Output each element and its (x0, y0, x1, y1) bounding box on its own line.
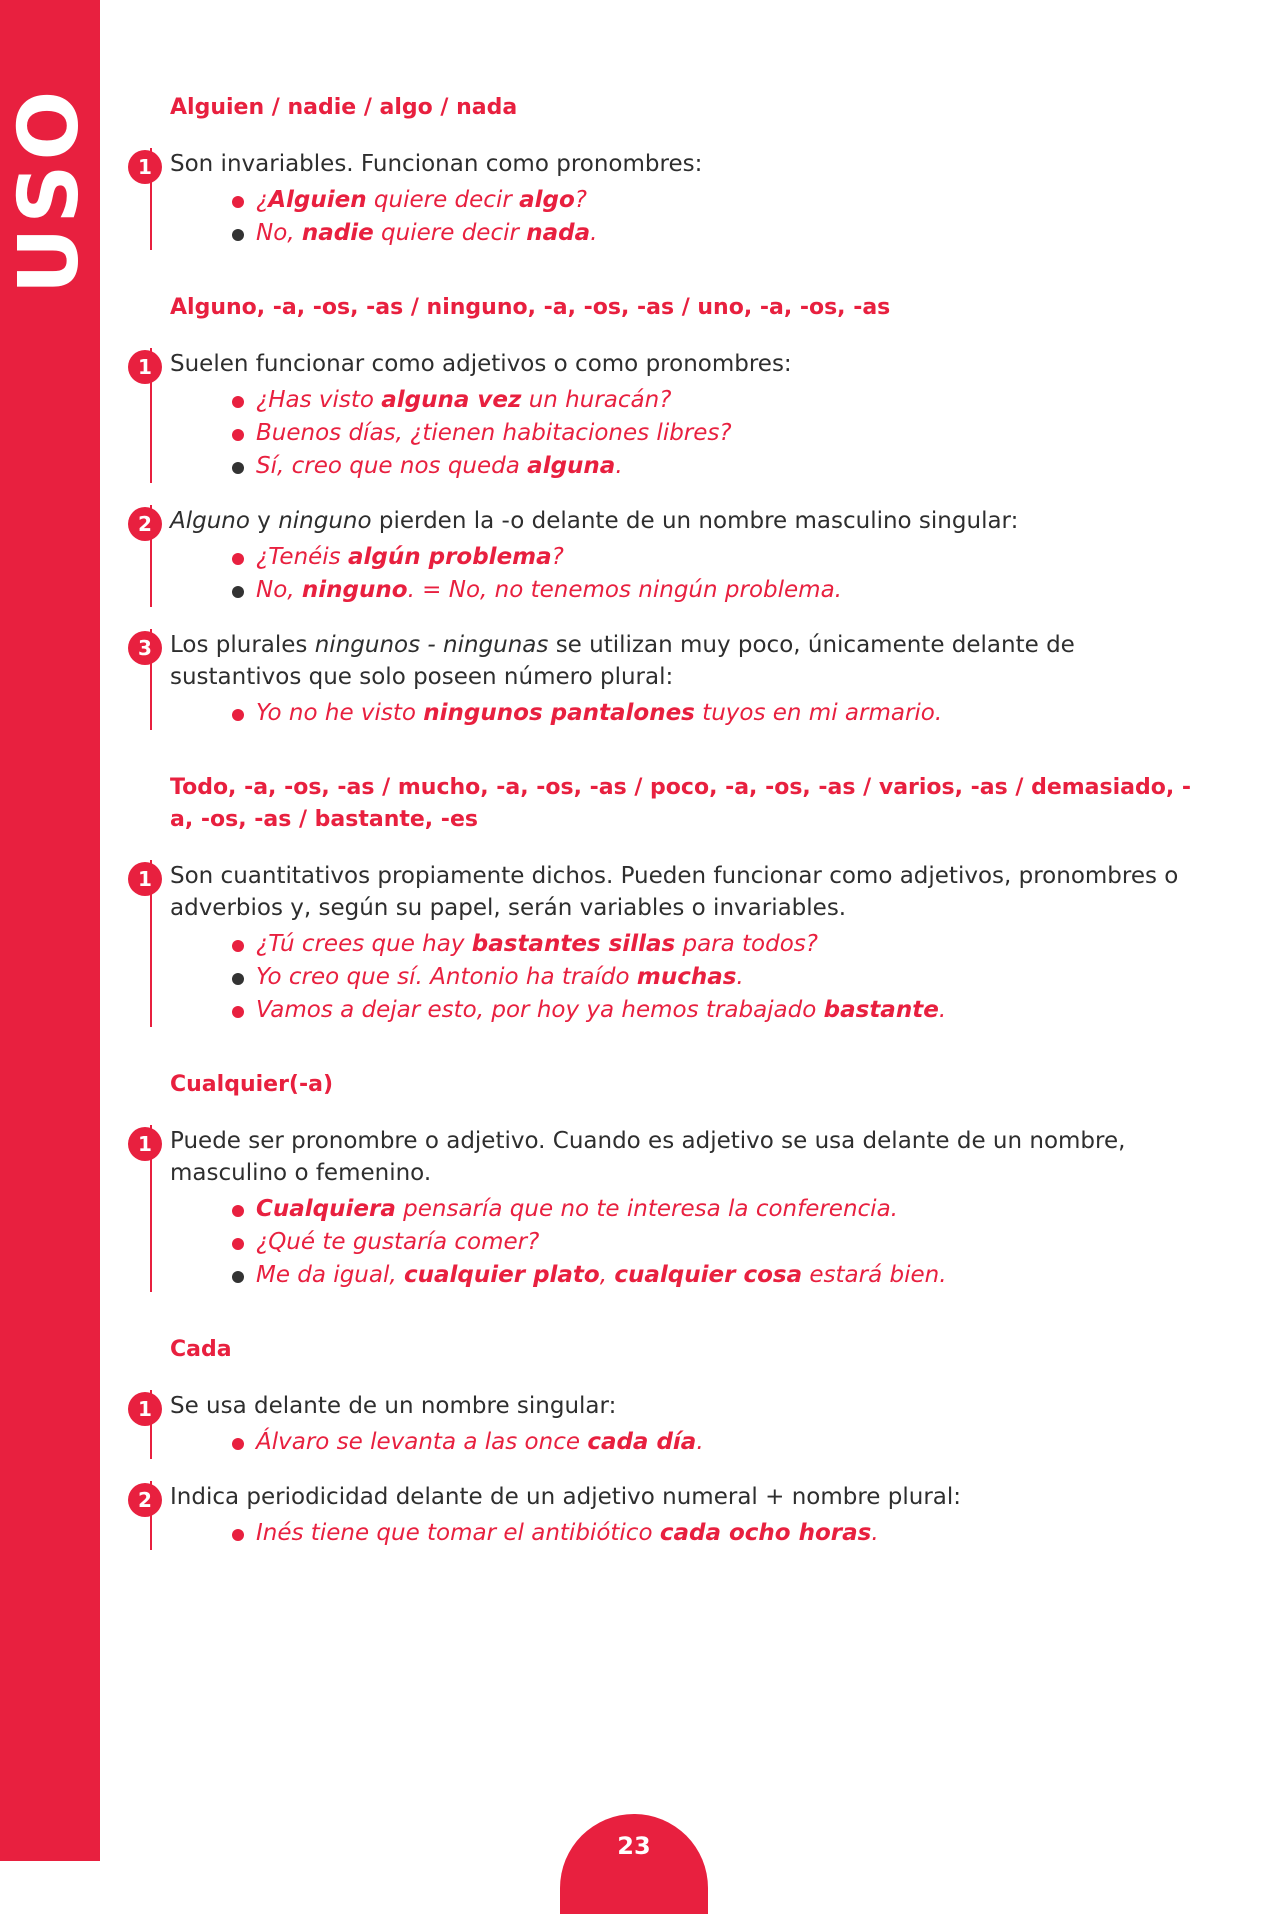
example-part: estará bien. (802, 1262, 947, 1288)
rule-text-part: y (249, 508, 279, 534)
example-item (256, 217, 1195, 250)
rule-block (138, 348, 1195, 483)
rule-text-part: Los plurales (170, 632, 315, 658)
example-part: un huracán? (521, 387, 672, 413)
example-item (256, 184, 1195, 217)
rule-number-badge: 1 (128, 1392, 162, 1426)
example-part: quiere decir (366, 187, 520, 213)
example-item (256, 994, 1195, 1027)
example-part: . (871, 1520, 879, 1546)
example-part: ninguno (301, 577, 408, 603)
rule-block (138, 1481, 1195, 1550)
section-heading: Cada (170, 1337, 232, 1362)
example-part: Yo creo que sí. Antonio ha traído (256, 964, 637, 990)
example-item (256, 417, 1195, 450)
example-part: quiere decir (373, 220, 527, 246)
example-part: . (590, 220, 598, 246)
side-label-text: USO (2, 86, 98, 294)
example-part: para todos? (675, 931, 818, 957)
example-part: ? (551, 544, 564, 570)
example-list (170, 541, 1195, 607)
example-part: ¿Tenéis (256, 544, 348, 570)
example-part: cada día (587, 1429, 697, 1455)
example-part: muchas (636, 964, 737, 990)
example-item (256, 1517, 1195, 1550)
example-part: , (599, 1262, 615, 1288)
rule-text (170, 348, 1195, 380)
rule-number-badge: 2 (128, 1483, 162, 1517)
side-band (0, 0, 100, 1861)
rule-text (170, 148, 1195, 180)
example-part: cualquier plato (403, 1262, 600, 1288)
example-part: Buenos días, ¿tienen habitaciones libres? (256, 420, 732, 446)
section-heading: Alguno, -a, -os, -as / ninguno, -a, -os, -as / uno, -a, -os, -as (170, 295, 891, 320)
example-part: ¿ (256, 187, 269, 213)
rule-block (138, 1125, 1195, 1292)
example-part: nadie (301, 220, 374, 246)
example-part: Alguien (268, 187, 367, 213)
example-part: . (736, 964, 744, 990)
example-item (256, 1226, 1195, 1259)
rule-number-badge: 3 (128, 631, 162, 665)
content (138, 92, 1195, 1592)
rule-text (170, 505, 1195, 537)
example-part: Yo no he visto (256, 700, 424, 726)
rule-text-part: Puede ser pronombre o adjetivo. Cuando es adjetivo se usa delante de un nombre, masculino o femenino. (170, 1128, 1126, 1186)
section-heading: Cualquier(-a) (170, 1072, 334, 1097)
section (138, 1334, 1195, 1550)
example-item (256, 384, 1195, 417)
example-part: ¿Has visto (256, 387, 382, 413)
example-part: ¿Qué te gustaría comer? (256, 1229, 540, 1255)
rule-text-part: ningunos - ningunas (314, 632, 549, 658)
rule-text-part: pierden la -o delante de un nombre masculino singular: (371, 508, 1019, 534)
example-list (170, 384, 1195, 483)
example-part: alguna (527, 453, 616, 479)
example-list (170, 1426, 1195, 1459)
example-item (256, 1193, 1195, 1226)
section (138, 1069, 1195, 1292)
page-number-tab (560, 1814, 708, 1914)
rule-number-badge: 2 (128, 507, 162, 541)
rule-number-badge: 1 (128, 350, 162, 384)
rule-block (138, 505, 1195, 607)
example-part: tuyos en mi armario. (694, 700, 943, 726)
example-item (256, 1259, 1195, 1292)
example-part: pensaría que no te interesa la conferencia. (395, 1196, 898, 1222)
section (138, 772, 1195, 1027)
section-heading: Alguien / nadie / algo / nada (170, 95, 518, 120)
example-item (256, 697, 1195, 730)
example-part: No, (256, 577, 302, 603)
example-part: algún problema (347, 544, 552, 570)
rule-text-part: Suelen funcionar como adjetivos o como pronombres: (170, 351, 792, 377)
example-part: alguna vez (381, 387, 522, 413)
example-part: Me da igual, (256, 1262, 404, 1288)
example-part: No, (256, 220, 302, 246)
example-part: ? (574, 187, 587, 213)
example-item (256, 450, 1195, 483)
example-item (256, 541, 1195, 574)
rule-text-part: Alguno (170, 508, 250, 534)
rule-text-part: Indica periodicidad delante de un adjetivo numeral + nombre plural: (170, 1484, 962, 1510)
example-part: . (938, 997, 947, 1023)
example-part: cada ocho horas (659, 1520, 872, 1546)
example-item (256, 574, 1195, 607)
rule-text-part: se utilizan muy poco, únicamente delante de sustantivos que solo poseen número plural: (170, 632, 1075, 690)
section-heading: Todo, -a, -os, -as / mucho, -a, -os, -as / poco, -a, -os, -as / varios, -as / demasiado, -a, -os, -as / bastante, -es (170, 775, 1192, 832)
rule-number-badge: 1 (128, 862, 162, 896)
section (138, 92, 1195, 250)
example-part: cualquier cosa (614, 1262, 803, 1288)
rule-number-badge: 1 (128, 150, 162, 184)
example-list (170, 184, 1195, 250)
example-part: . (696, 1429, 704, 1455)
example-part: . (615, 453, 623, 479)
example-item (256, 928, 1195, 961)
page-number: 23 (617, 1832, 651, 1860)
rule-text (170, 629, 1195, 693)
side-label (2, 86, 98, 294)
rule-block (138, 860, 1195, 1027)
example-part: Vamos a dejar esto, por hoy ya hemos trabajado (256, 997, 824, 1023)
section (138, 292, 1195, 730)
rule-text-part: Son invariables. Funcionan como pronombres: (170, 151, 703, 177)
example-part: . = No, no tenemos ningún problema. (407, 577, 842, 603)
example-list (170, 1517, 1195, 1550)
example-part: Álvaro se levanta a las once (256, 1429, 588, 1455)
rule-text-part: Son cuantitativos propiamente dichos. Pueden funcionar como adjetivos, pronombres o adverbios y, según su papel, serán variables o invariables. (170, 863, 1179, 921)
rule-block (138, 629, 1195, 730)
example-item (256, 961, 1195, 994)
example-part: ¿Tú crees que hay (256, 931, 472, 957)
rule-text-part: Se usa delante de un nombre singular: (170, 1393, 617, 1419)
example-part: nada (526, 220, 591, 246)
example-item (256, 1426, 1195, 1459)
example-part: Sí, creo que nos queda (256, 453, 528, 479)
example-part: bastante (823, 997, 939, 1023)
rule-text (170, 1481, 1195, 1513)
rule-text (170, 1390, 1195, 1422)
rule-block (138, 148, 1195, 250)
example-part: bastantes sillas (471, 931, 676, 957)
example-list (170, 928, 1195, 1027)
example-part: Cualquiera (256, 1196, 396, 1222)
rule-text (170, 1125, 1195, 1189)
rule-number-badge: 1 (128, 1127, 162, 1161)
rule-text (170, 860, 1195, 924)
rule-block (138, 1390, 1195, 1459)
example-list (170, 697, 1195, 730)
rule-text-part: ninguno (278, 508, 372, 534)
example-part: ningunos pantalones (423, 700, 695, 726)
example-part: algo (519, 187, 575, 213)
example-part: Inés tiene que tomar el antibiótico (256, 1520, 660, 1546)
example-list (170, 1193, 1195, 1292)
